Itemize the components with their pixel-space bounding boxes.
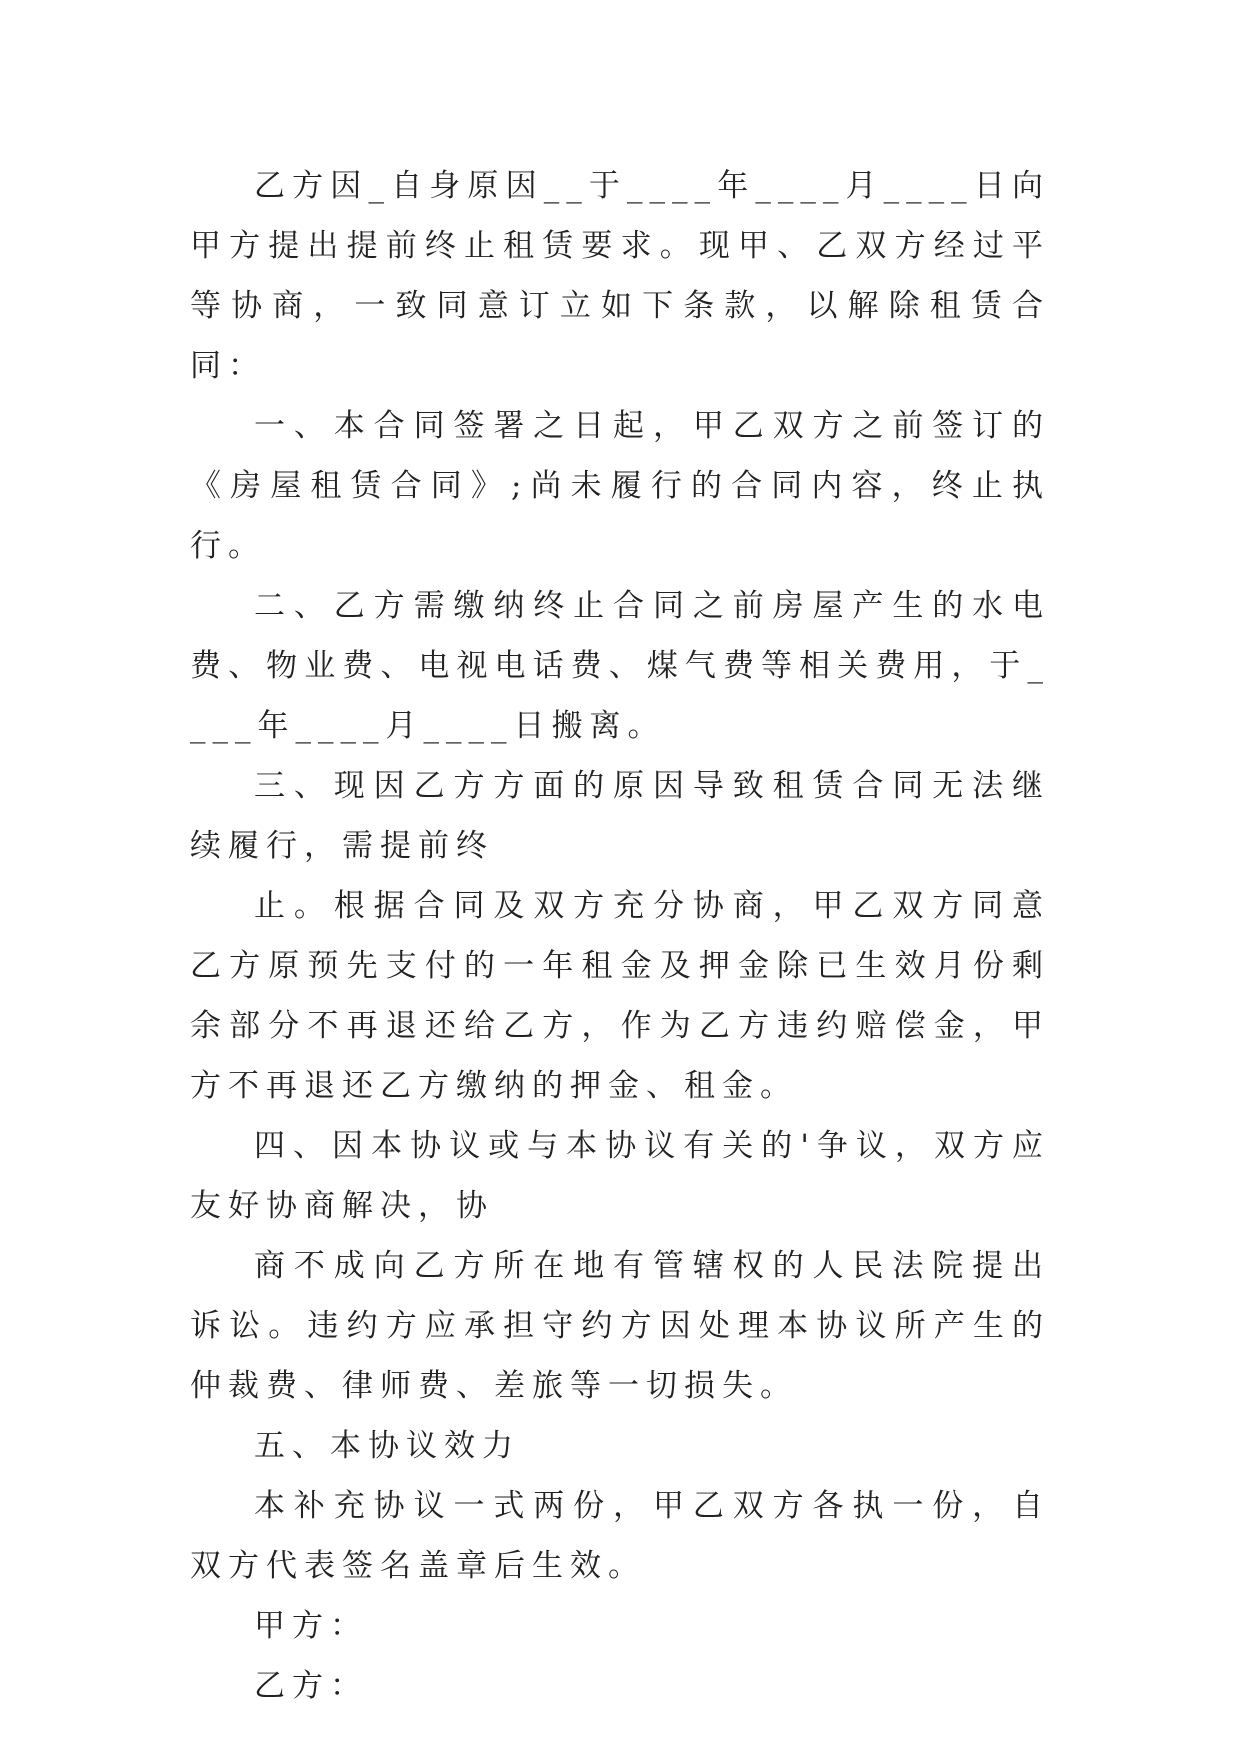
paragraph-clause-3-part-1: 三、现因乙方方面的原因导致租赁合同无法继续履行，需提前终: [190, 768, 1050, 864]
signature-party-b: 乙方：: [254, 1668, 368, 1704]
paragraph-clause-4-part-2: 商不成向乙方所在地有管辖权的人民法院提出诉讼。违约方应承担守约方因处理本协议所产生的仲裁费、律师费、差旅等一切损失。: [190, 1248, 1050, 1404]
signature-party-a: 甲方：: [254, 1608, 368, 1644]
paragraph-clause-5-body: 本补充协议一式两份，甲乙双方各执一份，自双方代表签名盖章后生效。: [190, 1488, 1050, 1584]
paragraph-clause-1: 一、本合同签署之日起，甲乙双方之前签订的《房屋租赁合同》;尚未履行的合同内容，终止执行。: [190, 408, 1050, 564]
paragraph-clause-2: 二、乙方需缴纳终止合同之前房屋产生的水电费、物业费、电视电话费、煤气费等相关费用，于____年____月____日搬离。: [190, 588, 1050, 744]
paragraph-clause-5-heading: 五、本协议效力: [254, 1428, 520, 1464]
paragraph-intro: 乙方因_自身原因__于____年____月____日向甲方提出提前终止租赁要求。现甲、乙双方经过平等协商，一致同意订立如下条款，以解除租赁合同：: [190, 168, 1050, 384]
document-body: [190, 156, 1050, 1716]
paragraph-clause-3-part-2: 止。根据合同及双方充分协商，甲乙双方同意乙方原预先支付的一年租金及押金除已生效月份剩余部分不再退还给乙方，作为乙方违约赔偿金，甲方不再退还乙方缴纳的押金、租金。: [190, 888, 1050, 1104]
paragraph-clause-4-part-1: 四、因本协议或与本协议有关的'争议，双方应友好协商解决，协: [190, 1128, 1050, 1224]
